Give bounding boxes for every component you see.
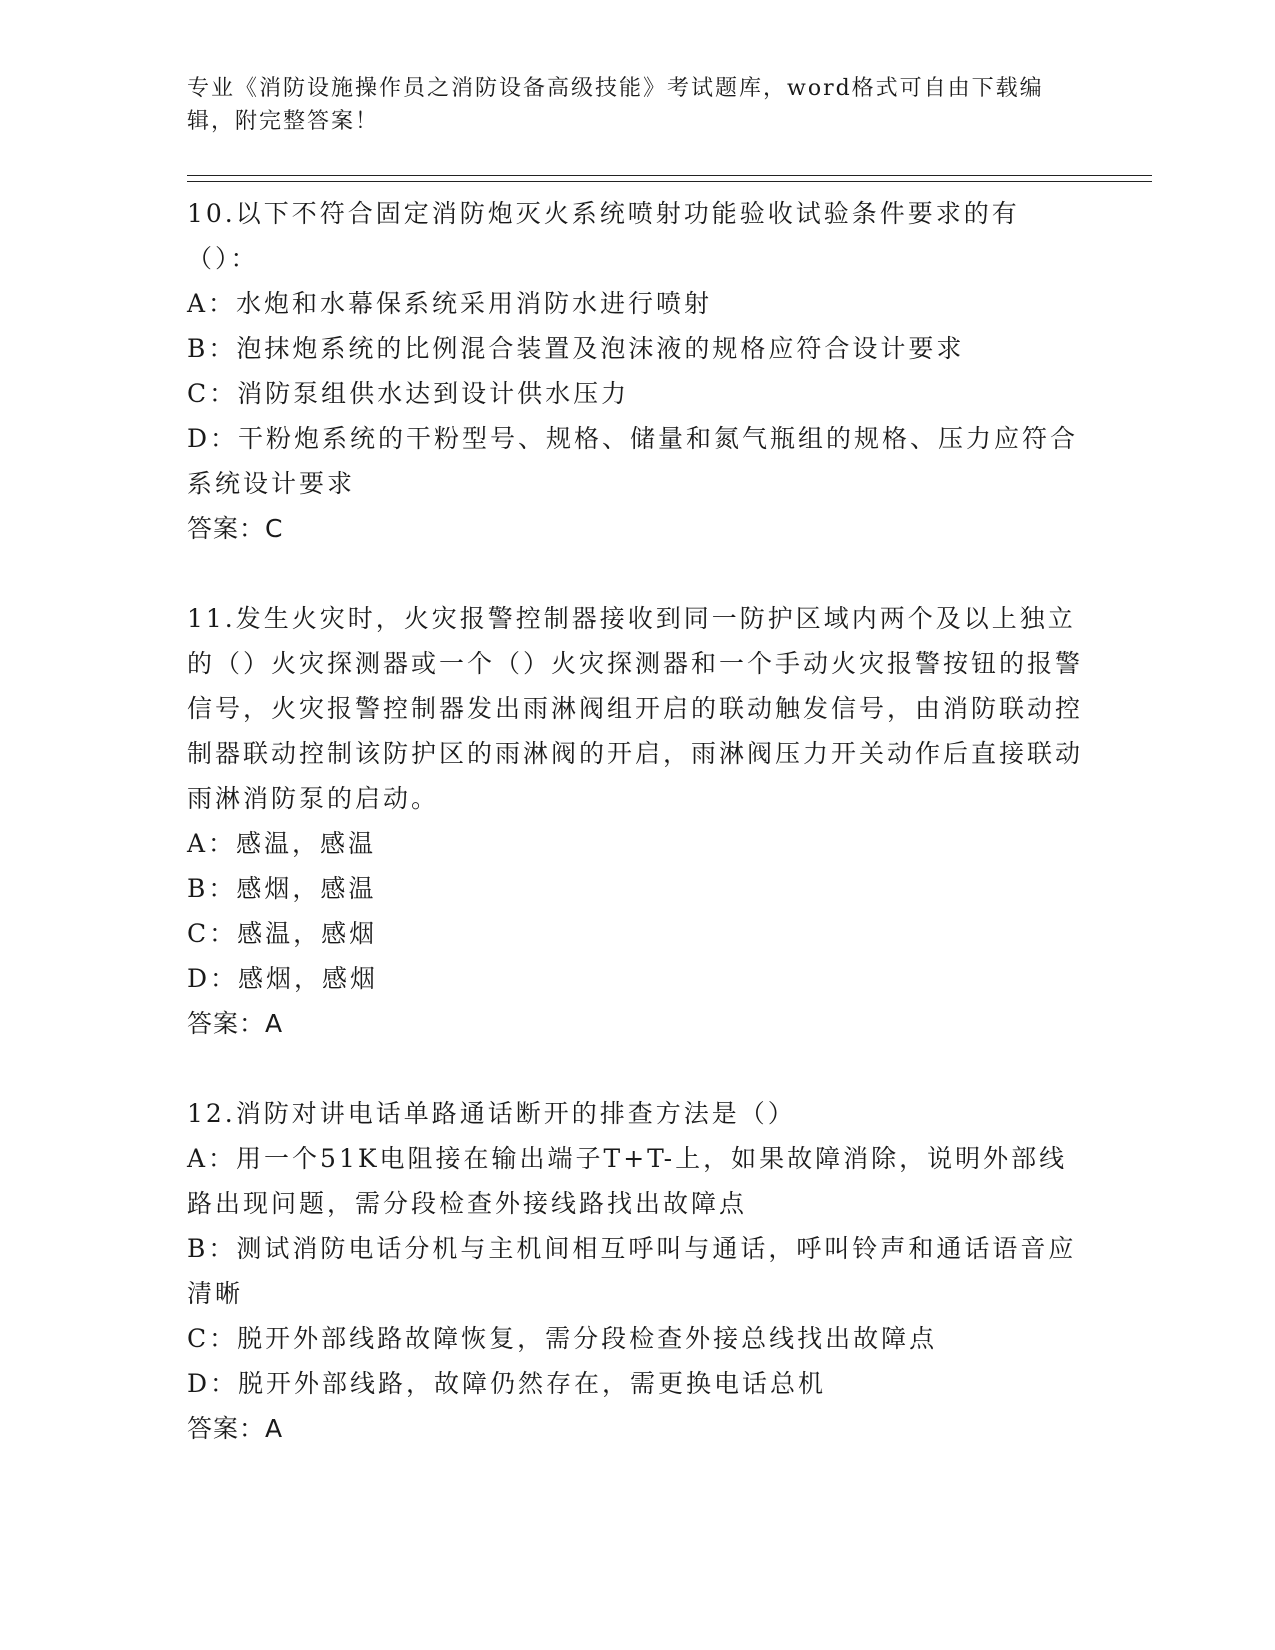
document-header: 专业《消防设施操作员之消防设备高级技能》考试题库，word格式可自由下载编辑，附完整答案！ — [187, 76, 1044, 134]
question-list — [187, 191, 1087, 1451]
answer-line: 答案：A — [187, 1414, 284, 1443]
option-a: A：用一个51K电阻接在输出端子T+T-上，如果故障消除，说明外部线路出现问题，需分段检查外接线路找出故障点 — [187, 1144, 1068, 1218]
question-stem: 10.以下不符合固定消防炮灭火系统喷射功能验收试验条件要求的有（）： — [187, 199, 1020, 273]
answer-line: 答案：A — [187, 1009, 284, 1038]
option-b: B：泡抹炮系统的比例混合装置及泡沫液的规格应符合设计要求 — [187, 334, 965, 363]
header-divider-bottom — [187, 181, 1152, 182]
option-c: C：感温，感烟 — [187, 919, 378, 948]
question-12 — [187, 1091, 1087, 1451]
question-stem: 12.消防对讲电话单路通话断开的排查方法是（） — [187, 1099, 796, 1128]
option-b: B：感烟，感温 — [187, 874, 377, 903]
header-divider-top — [187, 175, 1152, 176]
option-d: D：感烟，感烟 — [187, 964, 379, 993]
option-b: B：测试消防电话分机与主机间相互呼叫与通话，呼叫铃声和通话语音应清晰 — [187, 1234, 1077, 1308]
question-10 — [187, 191, 1087, 551]
question-11 — [187, 596, 1087, 1046]
option-c: C：消防泵组供水达到设计供水压力 — [187, 379, 630, 408]
option-a: A：水炮和水幕保系统采用消防水进行喷射 — [187, 289, 713, 318]
option-a: A：感温，感温 — [187, 829, 377, 858]
question-stem: 11.发生火灾时，火灾报警控制器接收到同一防护区域内两个及以上独立的（）火灾探测器或一个（）火灾探测器和一个手动火灾报警按钮的报警信号，火灾报警控制器发出雨淋阀组开启的联动触发信号，由消防联动控制器联动控制该防护区的雨淋阀的开启，雨淋阀压力开关动作后直接联动雨淋消防泵的启动。 — [187, 604, 1084, 813]
answer-line: 答案：C — [187, 514, 284, 543]
option-d: D：脱开外部线路，故障仍然存在，需更换电话总机 — [187, 1369, 827, 1398]
option-c: C：脱开外部线路故障恢复，需分段检查外接总线找出故障点 — [187, 1324, 938, 1353]
option-d: D：干粉炮系统的干粉型号、规格、储量和氮气瓶组的规格、压力应符合系统设计要求 — [187, 424, 1079, 498]
